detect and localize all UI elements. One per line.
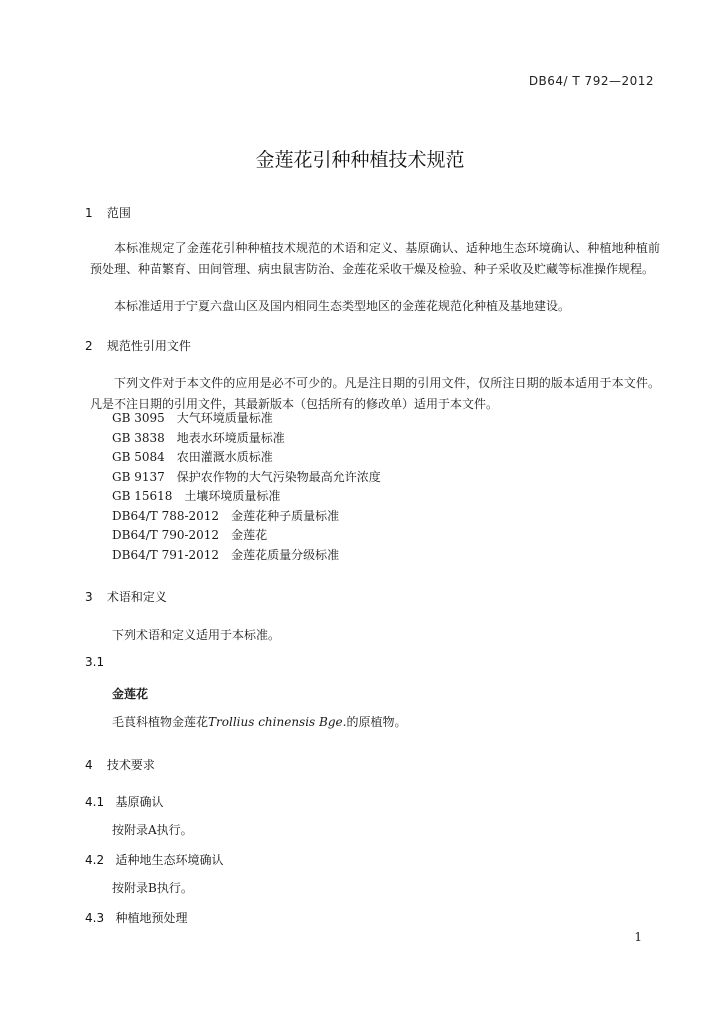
subsection-title: 种植地预处理 [115,911,188,925]
reference-item [112,507,381,527]
subsection-4-1-text: 按附录A执行。 [112,823,193,837]
section-title: 范围 [106,206,131,220]
section-number: 3 [85,590,93,604]
reference-code: GB 9137 [112,469,165,484]
subsection-title: 基原确认 [115,795,164,809]
scope-paragraph-2: 本标准适用于宁夏六盘山区及国内相同生态类型地区的金莲花规范化种植及基地建设。 [114,299,571,313]
reference-name: 地表水环境质量标准 [176,430,285,445]
reference-item [112,526,381,546]
reference-code: DB64/T 791-2012 [112,547,220,562]
term-name: 金莲花 [112,687,149,701]
subsection-title: 适种地生态环境确认 [115,853,224,867]
subsection-number: 4.3 [85,911,105,925]
reference-name: 土壤环境质量标准 [184,489,281,503]
section-4-heading [85,756,155,773]
reference-item [112,546,381,566]
page-number: 1 [634,930,642,944]
reference-item [112,409,381,429]
reference-item [112,448,381,468]
latin-name: Trollius chinensis Bge. [208,715,347,729]
section-title: 技术要求 [106,758,155,772]
section-3-heading [85,588,167,605]
reference-name: 金莲花质量分级标准 [231,547,340,562]
document-code: DB64/ T 792—2012 [528,74,654,88]
definition-suffix: 的原植物。 [346,715,407,729]
reference-name: 大气环境质量标准 [176,411,273,425]
section-number: 4 [85,758,93,772]
subsection-4-1-heading [85,793,164,810]
reference-name: 金莲花种子质量标准 [231,508,340,523]
section-title: 术语和定义 [106,590,167,604]
reference-name: 农田灌溉水质标准 [176,450,273,464]
term-definition [112,713,406,730]
reference-code: DB64/T 790-2012 [112,528,220,542]
reference-code: GB 15618 [112,489,173,503]
reference-item [112,487,381,507]
reference-code: GB 5084 [112,450,165,464]
subsection-4-3-heading [85,909,188,926]
subsection-3-1-number: 3.1 [85,655,105,669]
reference-name: 保护农作物的大气污染物最高允许浓度 [176,469,381,484]
subsection-4-2-text: 按附录B执行。 [112,881,193,895]
reference-code: GB 3838 [112,430,165,445]
reference-list [112,409,381,565]
subsection-number: 4.2 [85,853,105,867]
subsection-4-2-heading [85,851,224,868]
section-number: 1 [85,206,93,220]
scope-paragraph-1: 本标准规定了金莲花引种种植技术规范的术语和定义、基原确认、适种地生态环境确认、种植地种植前预处理、种苗繁育、田间管理、病虫鼠害防治、金莲花采收干燥及检验、种子采收及贮藏等标准操作规程。 [90,241,660,276]
reference-item [112,429,381,449]
terms-intro: 下列术语和定义适用于本标准。 [112,628,281,642]
section-number: 2 [85,339,93,353]
subsection-number: 4.1 [85,795,105,809]
reference-code: DB64/T 788-2012 [112,508,220,523]
section-2-heading [85,337,191,354]
section-1-heading [85,204,131,221]
definition-prefix: 毛茛科植物金莲花 [112,715,209,729]
document-title: 金莲花引种种植技术规范 [255,149,465,171]
section-title: 规范性引用文件 [106,339,191,353]
reference-name: 金莲花 [231,528,268,542]
references-intro: 下列文件对于本文件的应用是必不可少的。凡是注日期的引用文件，仅所注日期的版本适用于本文件。凡是不注日期的引用文件，其最新版本（包括所有的修改单）适用于本文件。 [90,376,660,411]
reference-code: GB 3095 [112,411,165,425]
reference-item [112,468,381,488]
